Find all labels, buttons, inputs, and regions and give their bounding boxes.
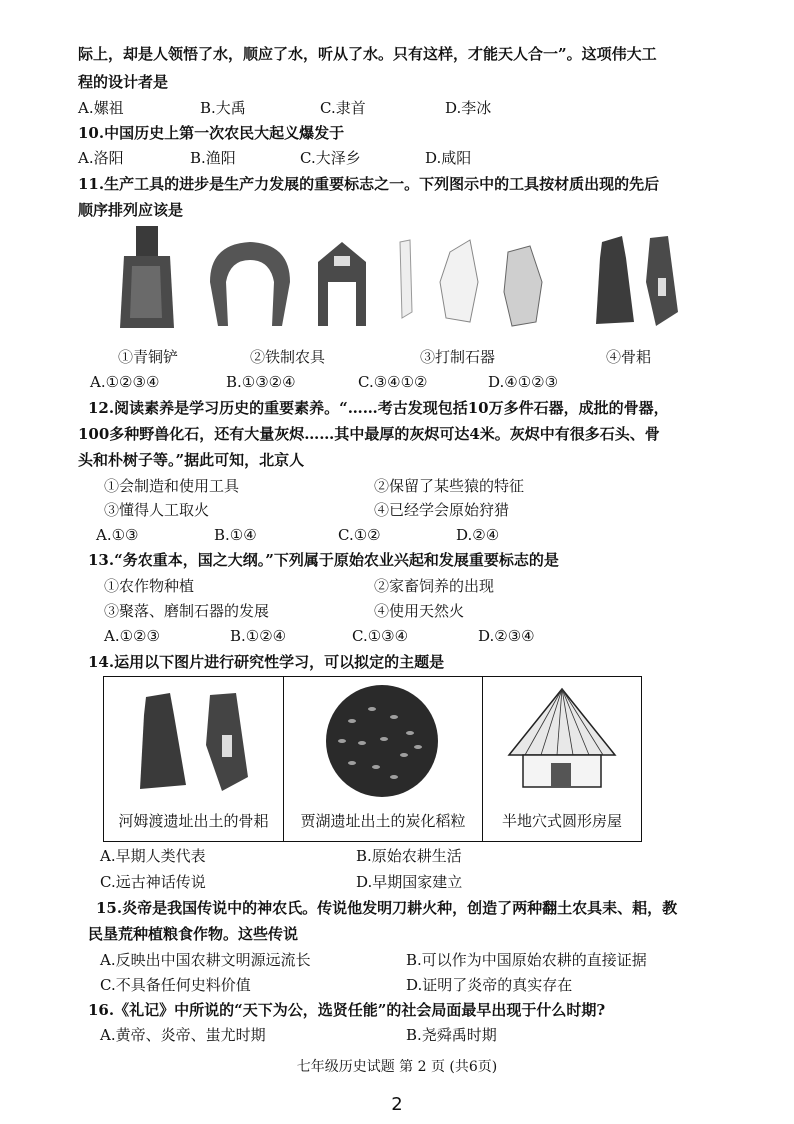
carbonized-rice-image bbox=[322, 681, 442, 801]
q11-label-1: ①青铜铲 bbox=[118, 348, 179, 366]
q11-label-2: ②铁制农具 bbox=[250, 348, 326, 366]
q16-option-a: A.黄帝、炎帝、蚩尤时期 bbox=[100, 1026, 266, 1044]
q12-line1: 12.阅读素养是学习历史的重要素养。“……考古发现包括10万多件石器，成批的骨器， bbox=[88, 399, 669, 417]
q14-option-d: D.早期国家建立 bbox=[356, 873, 463, 891]
q15-option-c: C.不具备任何史料价值 bbox=[100, 976, 251, 994]
q9-option-d: D.李冰 bbox=[445, 99, 492, 117]
q14-option-c: C.远古神话传说 bbox=[100, 873, 206, 891]
q13-option-a: A.①②③ bbox=[104, 627, 160, 645]
q11-line2: 顺序排列应该是 bbox=[78, 201, 184, 219]
q14-option-b: B.原始农耕生活 bbox=[356, 847, 462, 865]
q11-option-b: B.①③②④ bbox=[226, 373, 296, 391]
q14-stem: 14.运用以下图片进行研究性学习，可以拟定的主题是 bbox=[88, 653, 445, 671]
q14-figure-cell-3 bbox=[483, 677, 641, 841]
bone-spade-image bbox=[596, 236, 678, 326]
q9-line2: 程的设计者是 bbox=[78, 73, 169, 91]
q13-item-1: ①农作物种植 bbox=[104, 577, 195, 595]
q9-option-a: A.嫘祖 bbox=[78, 99, 124, 117]
q15-line1: 15.炎帝是我国传说中的神农氏。传说他发明刀耕火种，创造了两种翻土农具耒、耜，教 bbox=[96, 899, 678, 917]
page-number: 2 bbox=[391, 1094, 403, 1115]
q12-item-2: ②保留了某些猿的特征 bbox=[374, 477, 525, 495]
q12-option-c: C.①② bbox=[338, 526, 381, 544]
q13-stem: 13.“务农重本，国之大纲。”下列属于原始农业兴起和发展重要标志的是 bbox=[88, 551, 559, 569]
q11-option-c: C.③④①② bbox=[358, 373, 428, 391]
iron-tool-image bbox=[210, 242, 290, 326]
q13-option-d: D.②③④ bbox=[478, 627, 535, 645]
bone-spade-image bbox=[126, 685, 262, 795]
q12-line2: 100多种野兽化石，还有大量灰烬……其中最厚的灰烬可达4米。灰烬中有很多石头、骨 bbox=[78, 425, 660, 443]
q12-option-b: B.①④ bbox=[214, 526, 257, 544]
q10-stem: 10.中国历史上第一次农民大起义爆发于 bbox=[78, 124, 345, 142]
q9-option-b: B.大禹 bbox=[200, 99, 246, 117]
q13-item-4: ④使用天然火 bbox=[374, 602, 465, 620]
q12-item-1: ①会制造和使用工具 bbox=[104, 477, 240, 495]
q14-figure-cell-1 bbox=[104, 677, 284, 841]
q14-caption-3: 半地穴式圆形房屋 bbox=[501, 812, 622, 830]
q12-item-4: ④已经学会原始狩猎 bbox=[374, 501, 510, 519]
q15-option-a: A.反映出中国农耕文明源远流长 bbox=[100, 951, 311, 969]
q15-option-b: B.可以作为中国原始农耕的直接证据 bbox=[406, 951, 647, 969]
bronze-shovel-image bbox=[120, 226, 174, 328]
q12-option-a: A.①③ bbox=[96, 526, 139, 544]
q14-caption-2: 贾湖遗址出土的炭化稻粒 bbox=[300, 812, 466, 830]
q14-option-a: A.早期人类代表 bbox=[100, 847, 206, 865]
q11-option-d: D.④①②③ bbox=[488, 373, 559, 391]
q13-item-2: ②家畜饲养的出现 bbox=[374, 577, 495, 595]
q12-line3: 头和朴树子等。”据此可知，北京人 bbox=[78, 451, 305, 469]
q10-option-a: A.洛阳 bbox=[78, 149, 124, 167]
q15-option-d: D.证明了炎帝的真实存在 bbox=[406, 976, 573, 994]
q13-item-3: ③聚落、磨制石器的发展 bbox=[104, 602, 270, 620]
q11-line1: 11.生产工具的进步是生产力发展的重要标志之一。下列图示中的工具按材质出现的先后 bbox=[78, 175, 660, 193]
q10-option-d: D.咸阳 bbox=[425, 149, 472, 167]
q9-option-c: C.隶首 bbox=[320, 99, 366, 117]
q16-option-b: B.尧舜禹时期 bbox=[406, 1026, 497, 1044]
q14-caption-1: 河姆渡遗址出土的骨耜 bbox=[118, 812, 269, 830]
q14-figure-cell-2 bbox=[284, 677, 483, 841]
q13-option-c: C.①③④ bbox=[352, 627, 409, 645]
q10-option-c: C.大泽乡 bbox=[300, 149, 361, 167]
q9-line1: 际上，却是人领悟了水，顺应了水，听从了水。只有这样，才能天人合一”。这项伟大工 bbox=[78, 45, 657, 63]
q13-option-b: B.①②④ bbox=[230, 627, 287, 645]
iron-tool-image-2 bbox=[318, 242, 366, 326]
round-hut-image bbox=[495, 683, 629, 797]
q12-item-3: ③懂得人工取火 bbox=[104, 501, 210, 519]
q11-label-3: ③打制石器 bbox=[420, 348, 496, 366]
chipped-stone-image bbox=[400, 240, 542, 326]
q12-option-d: D.②④ bbox=[456, 526, 500, 544]
q11-tool-images bbox=[110, 222, 700, 342]
q10-option-b: B.渔阳 bbox=[190, 149, 236, 167]
q11-option-a: A.①②③④ bbox=[90, 373, 160, 391]
q16-stem: 16.《礼记》中所说的“天下为公，选贤任能”的社会局面最早出现于什么时期? bbox=[88, 1001, 606, 1019]
q14-figure-table bbox=[103, 676, 642, 842]
q15-line2: 民垦荒种植粮食作物。这些传说 bbox=[88, 925, 299, 943]
q11-label-4: ④骨耜 bbox=[606, 348, 652, 366]
page-footer: 七年级历史试题 第 2 页 (共6页) bbox=[296, 1059, 498, 1075]
